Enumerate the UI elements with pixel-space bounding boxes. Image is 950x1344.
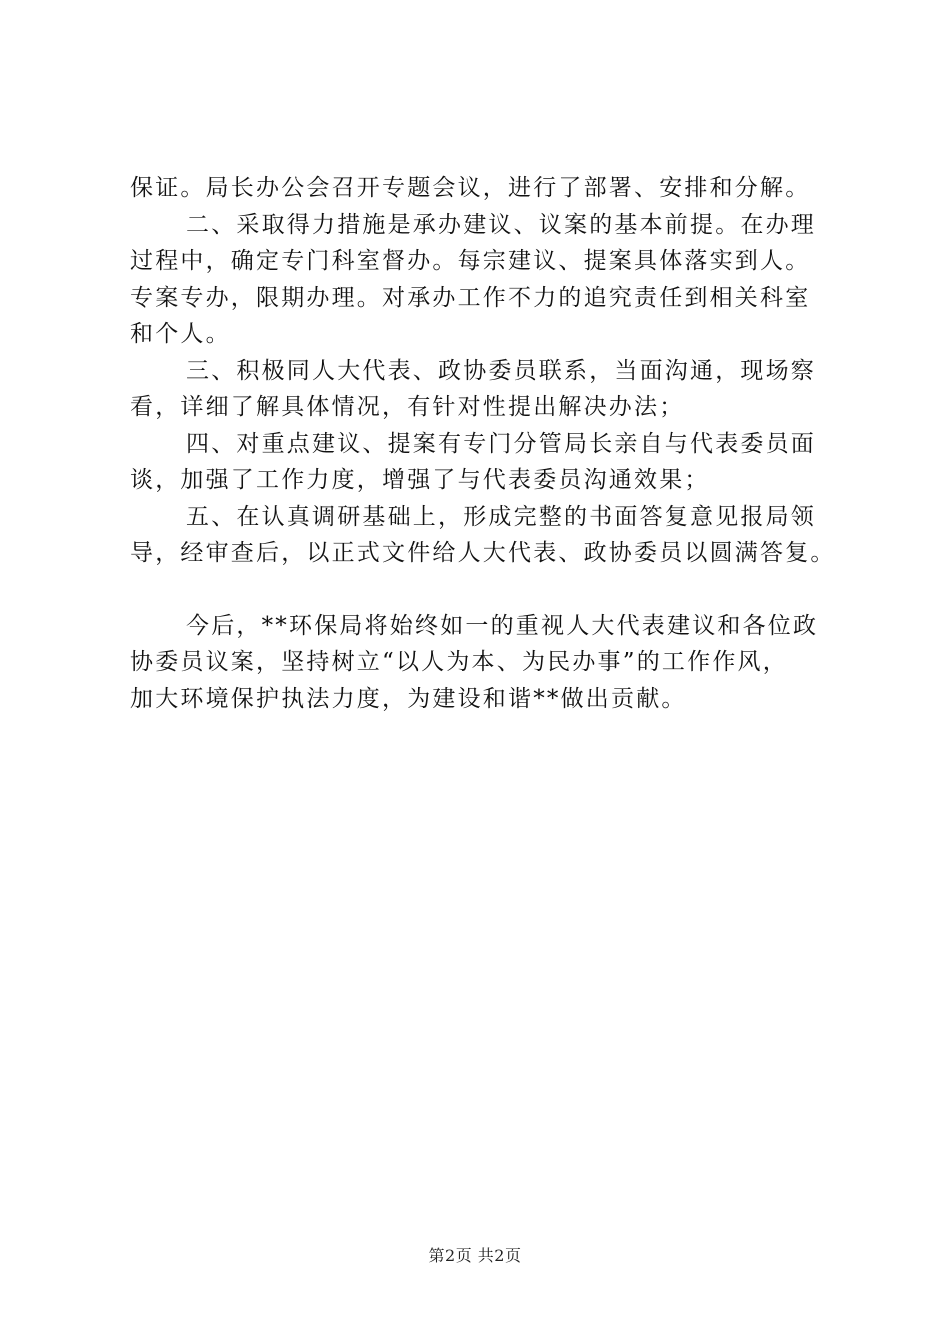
text-line: 加大环境保护执法力度，为建设和谐**做出贡献。 xyxy=(130,685,687,712)
paragraph-item-4: 四、对重点建议、提案有专门分管局长亲自与代表委员面 xyxy=(186,430,816,457)
text-line: 谈，加强了工作力度，增强了与代表委员沟通效果； xyxy=(130,467,710,493)
paragraph-item-3: 三、积极同人大代表、政协委员联系，当面沟通，现场察 xyxy=(186,357,816,384)
paragraph-gap xyxy=(130,572,850,608)
text-line: 协委员议案，坚持树立“以人为本、为民办事”的工作作风， xyxy=(130,649,788,675)
text-line: 过程中，确定专门科室督办。每宗建议、提案具体落实到人。 xyxy=(130,248,811,274)
document-body xyxy=(130,170,850,717)
conclusion-paragraph: 今后，**环保局将始终如一的重视人大代表建议和各位政 xyxy=(186,612,819,639)
text-line: 专案专办，限期办理。对承办工作不力的追究责任到相关科室 xyxy=(130,284,811,311)
paragraph-item-2: 二、采取得力措施是承办建议、议案的基本前提。在办理 xyxy=(186,211,816,238)
text-line: 看，详细了解具体情况，有针对性提出解决办法； xyxy=(130,394,685,420)
page-number-footer: 第2页 共2页 xyxy=(428,1246,522,1265)
text-line: 保证。局长办公会召开专题会议，进行了部署、安排和分解。 xyxy=(130,175,811,201)
text-line: 导，经审查后，以正式文件给人大代表、政协委员以圆满答复。 xyxy=(130,540,836,566)
paragraph-item-5: 五、在认真调研基础上，形成完整的书面答复意见报局领 xyxy=(186,503,816,530)
text-line: 和个人。 xyxy=(130,321,231,347)
